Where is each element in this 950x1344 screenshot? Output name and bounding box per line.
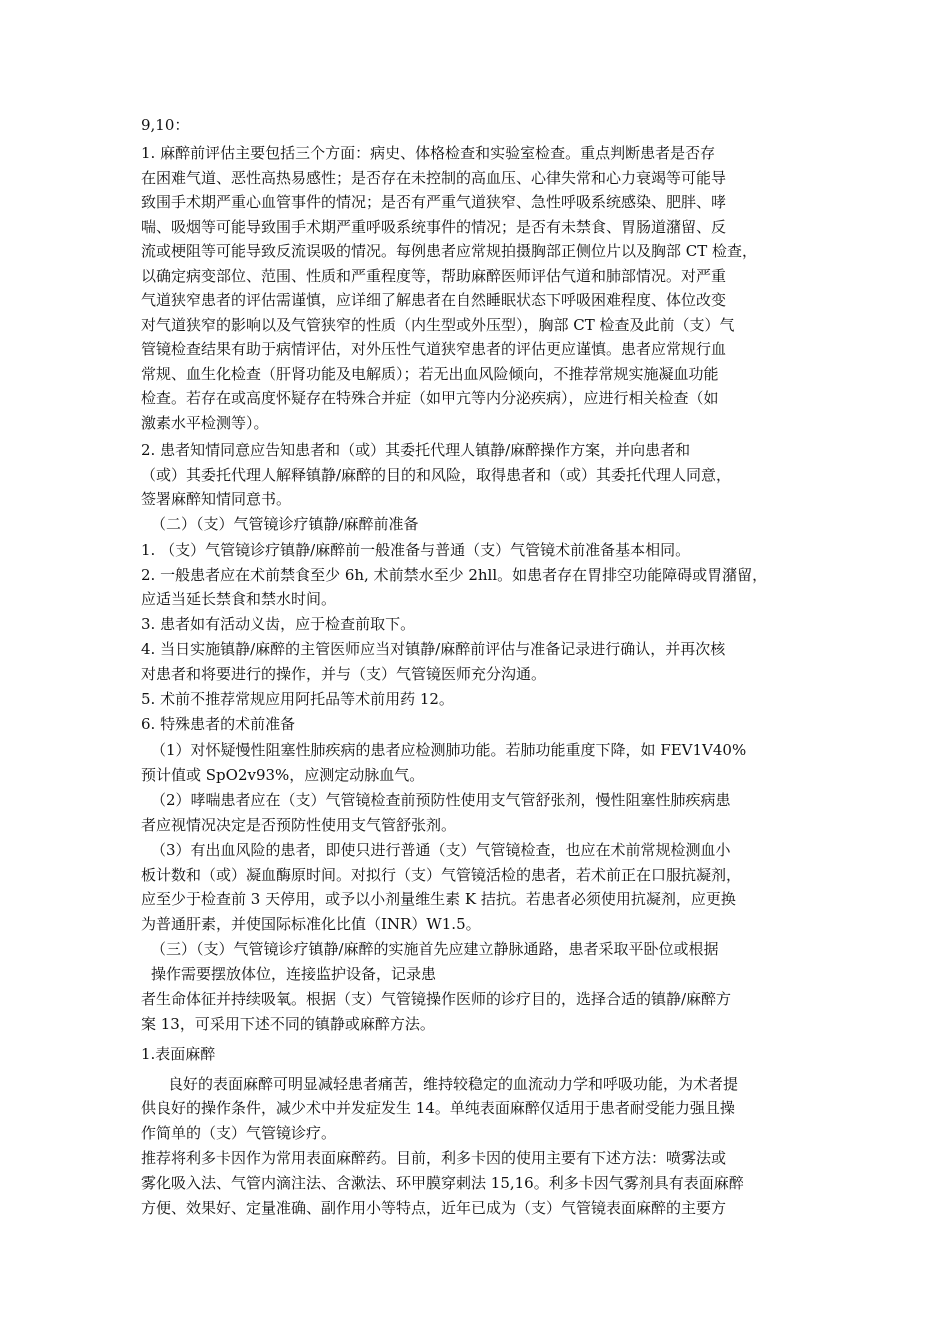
- text-line: 气道狭窄患者的评估需谨慎，应详细了解患者在自然睡眠状态下呼吸困难程度、体位改变: [141, 291, 727, 309]
- text-line: 应适当延长禁食和禁水时间。: [141, 590, 337, 608]
- section-heading: （三）（支）气管镜诊疗镇静/麻醉的实施首先应建立静脉通路，患者采取平卧位或根据: [151, 940, 719, 958]
- text-line: 对气道狭窄的影响以及气管狭窄的性质（内生型或外压型），胸部 CT 检查及此前（支）气: [141, 316, 735, 334]
- text-line: 对患者和将要进行的操作，并与（支）气管镜医师充分沟通。: [141, 665, 547, 683]
- text-line: 9,10：: [141, 116, 190, 134]
- text-line: 激素水平检测等）。: [141, 414, 269, 432]
- section-heading: （二）（支）气管镜诊疗镇静/麻醉前准备: [151, 515, 419, 533]
- text-line: 签署麻醉知情同意书。: [141, 490, 292, 508]
- text-line: 2. 患者知情同意应告知患者和（或）其委托代理人镇静/麻醉操作方案，并向患者和: [141, 441, 691, 459]
- subheading: 1.表面麻醉: [141, 1045, 216, 1063]
- text-line: 1. 麻醉前评估主要包括三个方面：病史、体格检查和实验室检查。重点判断患者是否存: [141, 144, 716, 162]
- text-line: 良好的表面麻醉可明显减轻患者痛苦，维持较稳定的血流动力学和呼吸功能，为术者提: [168, 1075, 739, 1093]
- text-line: 流或梗阻等可能导致反流误吸的情况。每例患者应常规拍摄胸部正侧位片以及胸部 CT 检查，: [141, 242, 758, 260]
- text-line: 1. （支）气管镜诊疗镇静/麻醉前一般准备与普通（支）气管镜术前准备基本相同。: [141, 541, 691, 559]
- text-line: （3）有出血风险的患者，即使只进行普通（支）气管镜检查，也应在术前常规检测血小: [151, 841, 731, 859]
- text-line: （2）哮喘患者应在（支）气管镜检查前预防性使用支气管舒张剂，慢性阻塞性肺疾病患: [151, 791, 731, 809]
- text-line: 者生命体征并持续吸氧。根据（支）气管镜操作医师的诊疗目的，选择合适的镇静/麻醉方: [141, 990, 732, 1008]
- text-line: 4. 当日实施镇静/麻醉的主管医师应当对镇静/麻醉前评估与准备记录进行确认，并再次核: [141, 640, 726, 658]
- text-line: （或）其委托代理人解释镇静/麻醉的目的和风险，取得患者和（或）其委托代理人同意，: [141, 466, 732, 484]
- text-line: 2. 一般患者应在术前禁食至少 6h, 术前禁水至少 2hll。如患者存在胃排空功能障碍或胃潴留，: [141, 566, 768, 584]
- text-line: 5. 术前不推荐常规应用阿托品等术前用药 12。: [141, 690, 454, 708]
- text-line: 应至少于检查前 3 天停用，或予以小剂量维生素 K 拮抗。若患者必须使用抗凝剂，应更换: [141, 890, 736, 908]
- text-line: 为普通肝素，并使国际标准化比值（INR）W1.5。: [141, 915, 481, 933]
- text-line: 供良好的操作条件，减少术中并发症发生 14。单纯表面麻醉仅适用于患者耐受能力强且操: [141, 1099, 735, 1117]
- text-line: 以确定病变部位、范围、性质和严重程度等，帮助麻醉医师评估气道和肺部情况。对严重: [141, 267, 727, 285]
- text-line: 板计数和（或）凝血酶原时间。对拟行（支）气管镜活检的患者，若术前正在口服抗凝剂，: [141, 866, 742, 884]
- text-line: 者应视情况决定是否预防性使用支气管舒张剂。: [141, 816, 457, 834]
- text-line: 在困难气道、恶性高热易感性；是否存在未控制的高血压、心律失常和心力衰竭等可能导: [141, 169, 727, 187]
- text-line: 操作需要摆放体位，连接监护设备，记录患: [151, 965, 437, 983]
- text-line: 作简单的（支）气管镜诊疗。: [141, 1124, 337, 1142]
- text-line: 6. 特殊患者的术前准备: [141, 715, 296, 733]
- text-line: 方便、效果好、定量准确、副作用小等特点，近年已成为（支）气管镜表面麻醉的主要方: [141, 1199, 727, 1217]
- text-line: 致围手术期严重心血管事件的情况；是否有严重气道狭窄、急性呼吸系统感染、肥胖、哮: [141, 193, 727, 211]
- text-line: 雾化吸入法、气管内滴注法、含漱法、环甲膜穿刺法 15,16。利多卡因气雾剂具有表面麻醉: [141, 1174, 744, 1192]
- text-line: 案 13，可采用下述不同的镇静或麻醉方法。: [141, 1015, 435, 1033]
- text-line: 预计值或 SpO2v93%，应测定动脉血气。: [141, 766, 425, 784]
- text-line: 3. 患者如有活动义齿，应于检查前取下。: [141, 615, 416, 633]
- text-line: 管镜检查结果有助于病情评估，对外压性气道狭窄患者的评估更应谨慎。患者应常规行血: [141, 340, 727, 358]
- text-line: （1）对怀疑慢性阻塞性肺疾病的患者应检测肺功能。若肺功能重度下降，如 FEV1V40%: [151, 741, 747, 759]
- text-line: 常规、血生化检查（肝肾功能及电解质）；若无出血风险倾向，不推荐常规实施凝血功能: [141, 365, 719, 383]
- text-line: 推荐将利多卡因作为常用表面麻醉药。目前，利多卡因的使用主要有下述方法：喷雾法或: [141, 1149, 727, 1167]
- text-line: 检查。若存在或高度怀疑存在特殊合并症（如甲亢等内分泌疾病），应进行相关检查（如: [141, 389, 719, 407]
- text-line: 喘、吸烟等可能导致围手术期严重呼吸系统事件的情况；是否有未禁食、胃肠道潴留、反: [141, 218, 727, 236]
